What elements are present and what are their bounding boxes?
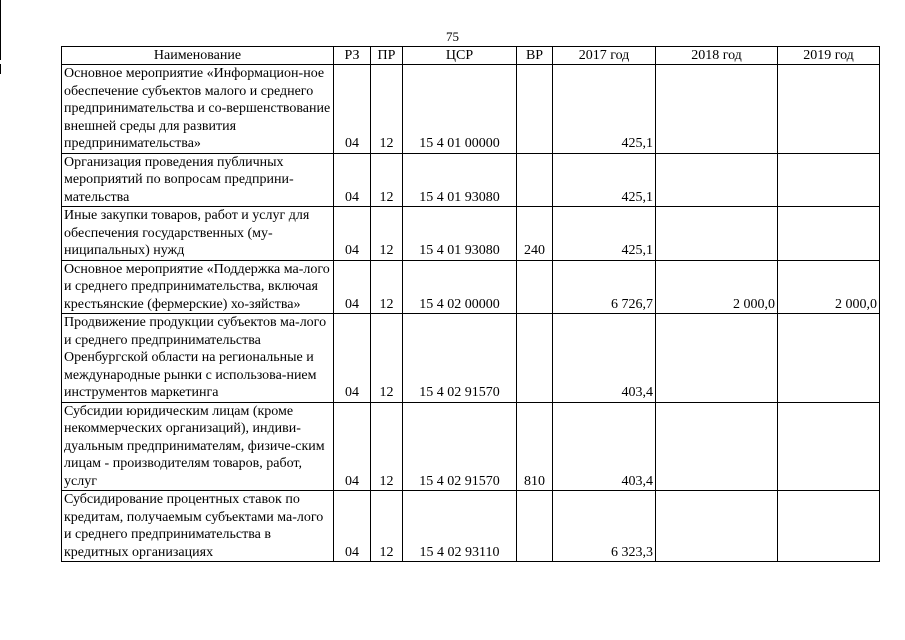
row-pr: 12 [371,314,403,403]
margin-mark [0,64,1,74]
row-2017: 6 323,3 [553,491,656,562]
header-csr: ЦСР [403,47,517,65]
row-2018: 2 000,0 [656,260,778,314]
row-vr [517,153,553,207]
page-number: 75 [446,29,459,44]
row-2017: 403,4 [553,402,656,491]
row-rz: 04 [334,314,371,403]
row-vr [517,314,553,403]
table-row [62,260,880,314]
row-2017: 6 726,7 [553,260,656,314]
row-2019 [778,153,880,207]
row-2019 [778,65,880,154]
row-2018 [656,153,778,207]
table-row [62,491,880,562]
row-2019 [778,314,880,403]
table-header-row [62,47,880,65]
row-pr: 12 [371,402,403,491]
table-row [62,314,880,403]
row-csr: 15 4 01 93080 [403,153,517,207]
row-2019 [778,491,880,562]
row-csr: 15 4 02 91570 [403,314,517,403]
row-vr [517,491,553,562]
header-vr: ВР [517,47,553,65]
row-rz: 04 [334,153,371,207]
row-name: Продвижение продукции субъектов ма-лого и среднего предпринимательства Оренбургской области на региональные и международные рынки с использова-нием инструментов маркетинга [62,314,334,403]
row-2017: 425,1 [553,207,656,261]
row-2017: 425,1 [553,153,656,207]
row-pr: 12 [371,65,403,154]
row-name: Субсидии юридическим лицам (кроме некоммерческих организаций), индиви-дуальным предпринимателям, физиче-ским лицам - производителям товаров, работ, услуг [62,402,334,491]
row-vr [517,65,553,154]
row-csr: 15 4 02 91570 [403,402,517,491]
row-name: Организация проведения публичных мероприятий по вопросам предприни-мательства [62,153,334,207]
row-2018 [656,402,778,491]
header-rz: РЗ [334,47,371,65]
header-name: Наименование [62,47,334,65]
row-2019: 2 000,0 [778,260,880,314]
table-row [62,402,880,491]
header-pr: ПР [371,47,403,65]
table-row [62,65,880,154]
table-row [62,207,880,261]
row-2017: 425,1 [553,65,656,154]
row-2019 [778,207,880,261]
row-vr [517,260,553,314]
budget-table [61,46,880,562]
row-rz: 04 [334,260,371,314]
header-2019: 2019 год [778,47,880,65]
row-2018 [656,65,778,154]
row-name: Субсидирование процентных ставок по кредитам, получаемым субъектами ма-лого и среднего предпринимательства в кредитных организациях [62,491,334,562]
row-rz: 04 [334,65,371,154]
row-pr: 12 [371,153,403,207]
header-2017: 2017 год [553,47,656,65]
row-rz: 04 [334,402,371,491]
row-csr: 15 4 02 93110 [403,491,517,562]
row-pr: 12 [371,207,403,261]
row-rz: 04 [334,491,371,562]
row-name: Основное мероприятие «Поддержка ма-лого и среднего предпринимательства, включая крестьянские (фермерские) хо-зяйства» [62,260,334,314]
row-2018 [656,314,778,403]
row-vr: 810 [517,402,553,491]
row-csr: 15 4 02 00000 [403,260,517,314]
row-csr: 15 4 01 00000 [403,65,517,154]
row-rz: 04 [334,207,371,261]
row-2017: 403,4 [553,314,656,403]
row-2019 [778,402,880,491]
header-2018: 2018 год [656,47,778,65]
row-pr: 12 [371,260,403,314]
row-name: Иные закупки товаров, работ и услуг для обеспечения государственных (му-ниципальных) нужд [62,207,334,261]
row-csr: 15 4 01 93080 [403,207,517,261]
row-vr: 240 [517,207,553,261]
row-pr: 12 [371,491,403,562]
row-2018 [656,207,778,261]
table-row [62,153,880,207]
row-name: Основное мероприятие «Информацион-ное обеспечение субъектов малого и среднего предпринимательства и со-вершенствование внешней среды для развития предпринимательства» [62,65,334,154]
row-2018 [656,491,778,562]
